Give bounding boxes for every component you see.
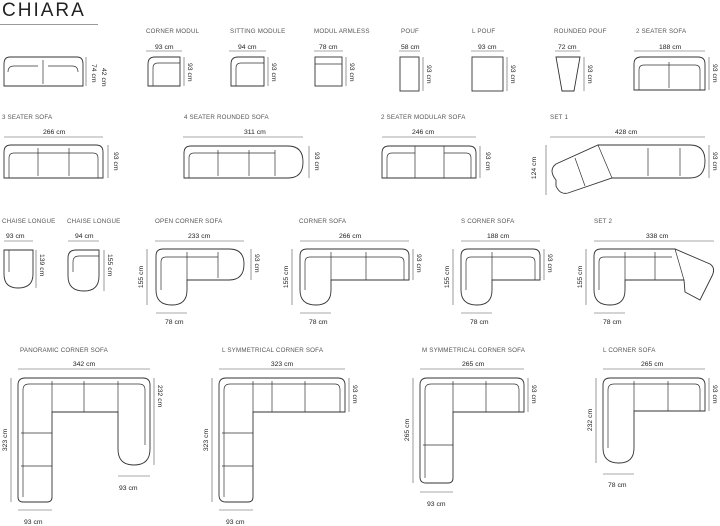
model-panoramic-corner-sofa	[2, 347, 163, 526]
l-pouf-depth: 93 cm	[509, 65, 516, 84]
2-modular-depth: 93 cm	[484, 152, 491, 171]
4-seater-width: 311 cm	[244, 129, 266, 136]
model-corner-sofa	[283, 218, 422, 326]
model-set-1	[531, 114, 718, 195]
model-open-corner-sofa	[138, 218, 260, 326]
label-3-seater-sofa: 3 SEATER SOFA	[2, 114, 53, 121]
label-l-corner-sofa: L CORNER SOFA	[603, 347, 656, 354]
model-chaise-longue-2	[67, 218, 121, 291]
s-corner-width: 188 cm	[487, 233, 510, 240]
set-1-width: 428 cm	[615, 129, 638, 136]
panoramic-height: 323 cm	[2, 428, 9, 452]
sofa-depth: 42 cm	[100, 68, 107, 87]
set-2-width: 338 cm	[646, 233, 669, 240]
l-corner-extra: 78 cm	[608, 482, 627, 489]
chaise-1-depth: 139 cm	[38, 254, 45, 277]
l-corner-width: 265 cm	[641, 361, 664, 368]
l-symm-depth: 93 cm	[351, 385, 358, 404]
model-chaise-longue-1	[2, 218, 56, 288]
corner-sofa-width: 266 cm	[339, 233, 362, 240]
m-symm-height: 265 cm	[404, 418, 411, 442]
model-l-pouf	[471, 28, 516, 91]
s-corner-extra: 78 cm	[470, 319, 489, 326]
corner-sofa-depth: 93 cm	[415, 254, 422, 273]
model-rounded-pouf	[554, 28, 607, 91]
chaise-2-depth: 155 cm	[106, 254, 113, 277]
l-symm-extra: 93 cm	[226, 519, 245, 526]
label-rounded-pouf: ROUNDED POUF	[554, 28, 607, 35]
label-2-seater-sofa: 2 SEATER SOFA	[636, 28, 687, 35]
sitting-module-depth: 93 cm	[270, 63, 277, 82]
label-panoramic-corner-sofa: PANORAMIC CORNER SOFA	[20, 347, 108, 354]
s-corner-depth: 93 cm	[546, 254, 553, 273]
model-m-symmetrical-corner-sofa	[404, 347, 537, 508]
model-l-symmetrical-corner-sofa	[203, 347, 358, 526]
model-sitting-module	[229, 28, 285, 86]
label-chaise-longue-1: CHAISE LONGUE	[2, 218, 56, 225]
2-seater-width: 188 cm	[659, 44, 682, 51]
label-s-corner-sofa: S CORNER SOFA	[461, 218, 515, 225]
4-seater-depth: 93 cm	[313, 152, 320, 171]
label-l-pouf: L POUF	[472, 28, 496, 35]
corner-sofa-extra: 78 cm	[309, 319, 328, 326]
open-corner-extra: 78 cm	[165, 319, 184, 326]
model-2-seater-sofa	[634, 28, 718, 90]
l-pouf-width: 93 cm	[478, 44, 497, 51]
model-corner-modul	[146, 28, 200, 86]
chaise-1-width: 93 cm	[6, 233, 25, 240]
s-corner-height: 155 cm	[444, 265, 451, 289]
label-set-2: SET 2	[594, 218, 613, 225]
rounded-pouf-width: 72 cm	[558, 44, 577, 51]
model-2-seater-modular-sofa	[381, 114, 491, 178]
label-4-seater-rounded-sofa: 4 SEATER ROUNDED SOFA	[184, 114, 269, 121]
corner-modul-width: 93 cm	[155, 44, 174, 51]
label-sitting-module: SITTING MODULE	[230, 28, 286, 35]
m-symm-width: 265 cm	[462, 361, 485, 368]
label-pouf: POUF	[401, 28, 419, 35]
m-symm-depth: 93 cm	[530, 385, 537, 404]
3-seater-width: 266 cm	[43, 129, 66, 136]
label-chaise-longue-2: CHAISE LONGUE	[67, 218, 121, 225]
set-2-extra: 78 cm	[603, 319, 622, 326]
label-l-symmetrical-corner-sofa: L SYMMETRICAL CORNER SOFA	[222, 347, 324, 354]
model-pouf	[399, 28, 432, 91]
label-m-symmetrical-corner-sofa: M SYMMETRICAL CORNER SOFA	[422, 347, 526, 354]
model-4-seater-rounded-sofa	[183, 114, 320, 178]
panoramic-width: 342 cm	[72, 361, 96, 368]
rounded-pouf-depth: 93 cm	[586, 65, 593, 84]
set-1-height: 124 cm	[531, 156, 538, 180]
panoramic-depth: 232 cm	[156, 385, 163, 408]
label-set-1: SET 1	[550, 114, 569, 121]
model-3-seater-sofa	[2, 114, 119, 178]
pouf-depth: 93 cm	[425, 65, 432, 84]
model-s-corner-sofa	[444, 218, 553, 326]
open-corner-width: 233 cm	[188, 233, 211, 240]
set-2-height: 155 cm	[577, 265, 584, 289]
label-open-corner-sofa: OPEN CORNER SOFA	[155, 218, 223, 225]
corner-modul-depth: 93 cm	[186, 63, 193, 82]
3-seater-depth: 93 cm	[112, 152, 119, 171]
pouf-width: 58 cm	[401, 44, 420, 51]
label-modul-armless: MODUL ARMLESS	[314, 28, 370, 35]
model-modul-armless	[314, 28, 370, 86]
brand-title: CHIARA	[2, 0, 86, 21]
m-symm-extra: 93 cm	[427, 501, 446, 508]
l-corner-height: 232 cm	[587, 408, 594, 432]
open-corner-height: 155 cm	[138, 265, 145, 289]
label-corner-sofa: CORNER SOFA	[299, 218, 347, 225]
sofa-height: 74 cm	[90, 64, 97, 83]
label-corner-modul: CORNER MODUL	[146, 28, 200, 35]
modul-armless-depth: 93 cm	[348, 63, 355, 82]
l-corner-depth: 93 cm	[711, 385, 718, 404]
open-corner-depth: 93 cm	[253, 254, 260, 273]
chaise-2-width: 94 cm	[75, 233, 94, 240]
set-1-depth: 93 cm	[711, 152, 718, 171]
label-2-seater-modular-sofa: 2 SEATER MODULAR SOFA	[381, 114, 466, 121]
l-symm-height: 323 cm	[203, 428, 210, 452]
2-seater-depth: 93 cm	[711, 64, 718, 83]
panoramic-extra: 93 cm	[119, 485, 138, 492]
modul-armless-width: 78 cm	[319, 44, 338, 51]
model-set-2	[577, 218, 714, 326]
panoramic-extra2: 93 cm	[24, 519, 43, 526]
sitting-module-width: 94 cm	[238, 44, 257, 51]
l-symm-width: 323 cm	[270, 361, 294, 368]
model-l-corner-sofa	[587, 347, 718, 489]
2-modular-width: 246 cm	[412, 129, 435, 136]
model-sofa	[4, 57, 107, 87]
corner-sofa-height: 155 cm	[283, 265, 290, 289]
